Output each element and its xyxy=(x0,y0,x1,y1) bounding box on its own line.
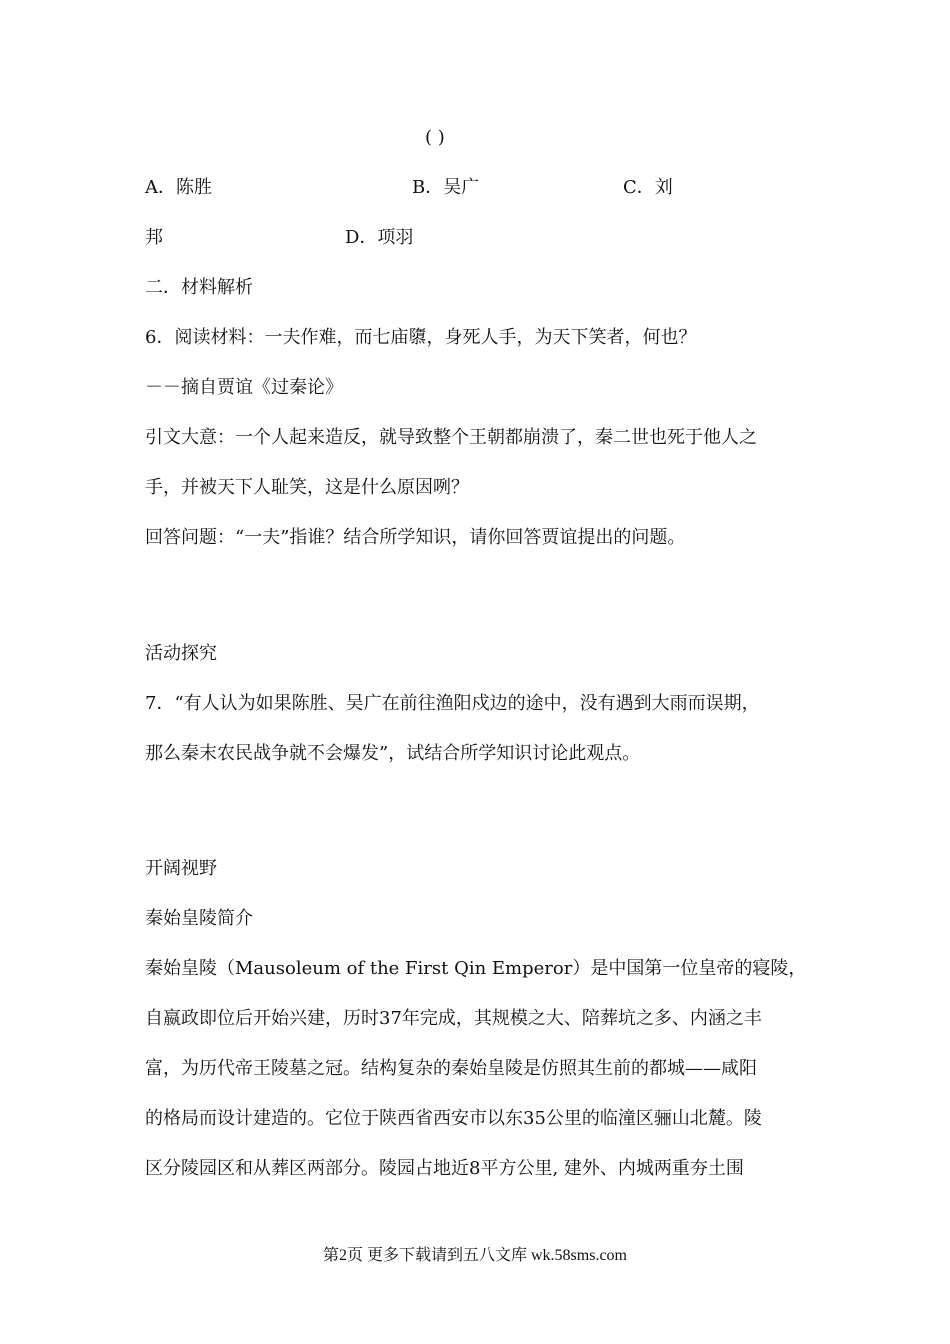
paragraph-line: 秦始皇陵（Mausoleum of the First Qin Emperor）是中国第一位皇帝的寝陵， xyxy=(145,958,807,979)
option-c-continuation: 邦 xyxy=(145,227,163,248)
option-a: A．陈胜 xyxy=(145,177,212,198)
question-7-line-1: 7．“有人认为如果陈胜、吴广在前往渔阳戍边的途中，没有遇到大雨而误期， xyxy=(145,693,760,714)
option-c: C．刘 xyxy=(623,177,673,198)
option-b: B．吴广 xyxy=(412,177,480,198)
section-heading-material-analysis: 二．材料解析 xyxy=(145,277,253,298)
section-heading-horizon: 开阔视野 xyxy=(145,858,217,879)
question-7-line-2: 那么秦末农民战争就不会爆发”，试结合所学知识讨论此观点。 xyxy=(145,743,641,764)
paragraph-line: 的格局而设计建造的。它位于陕西省西安市以东35公里的临潼区骊山北麓。陵 xyxy=(145,1108,762,1129)
question-6-source: －－摘自贾谊《过秦论》 xyxy=(145,377,343,398)
paragraph-line: 自嬴政即位后开始兴建，历时37年完成，其规模之大、陪葬坑之多、内涵之丰 xyxy=(145,1008,762,1029)
question-6-meaning-line-2: 手，并被天下人耻笑，这是什么原因咧？ xyxy=(145,477,469,498)
option-d: D．项羽 xyxy=(345,227,414,248)
paragraph-line: 区分陵园区和从葬区两部分。陵园占地近8平方公里, 建外、内城两重夯土围 xyxy=(145,1158,744,1179)
question-6-prompt: 回答问题：“一夫”指谁？结合所学知识，请你回答贾谊提出的问题。 xyxy=(145,527,686,548)
question-6-material: 6．阅读材料：一夫作难，而七庙隳，身死人手，为天下笑者，何也？ xyxy=(145,327,697,348)
section-heading-activity: 活动探究 xyxy=(145,643,217,664)
answer-blank-parentheses: ( ) xyxy=(425,127,445,148)
subheading-mausoleum-intro: 秦始皇陵简介 xyxy=(145,908,253,929)
page-footer: 第2页 更多下载请到五八文库 wk.58sms.com xyxy=(322,1247,627,1264)
question-6-meaning-line-1: 引文大意：一个人起来造反，就导致整个王朝都崩溃了，秦二世也死于他人之 xyxy=(145,427,757,448)
paragraph-line: 富，为历代帝王陵墓之冠。结构复杂的秦始皇陵是仿照其生前的都城——咸阳 xyxy=(145,1058,757,1079)
